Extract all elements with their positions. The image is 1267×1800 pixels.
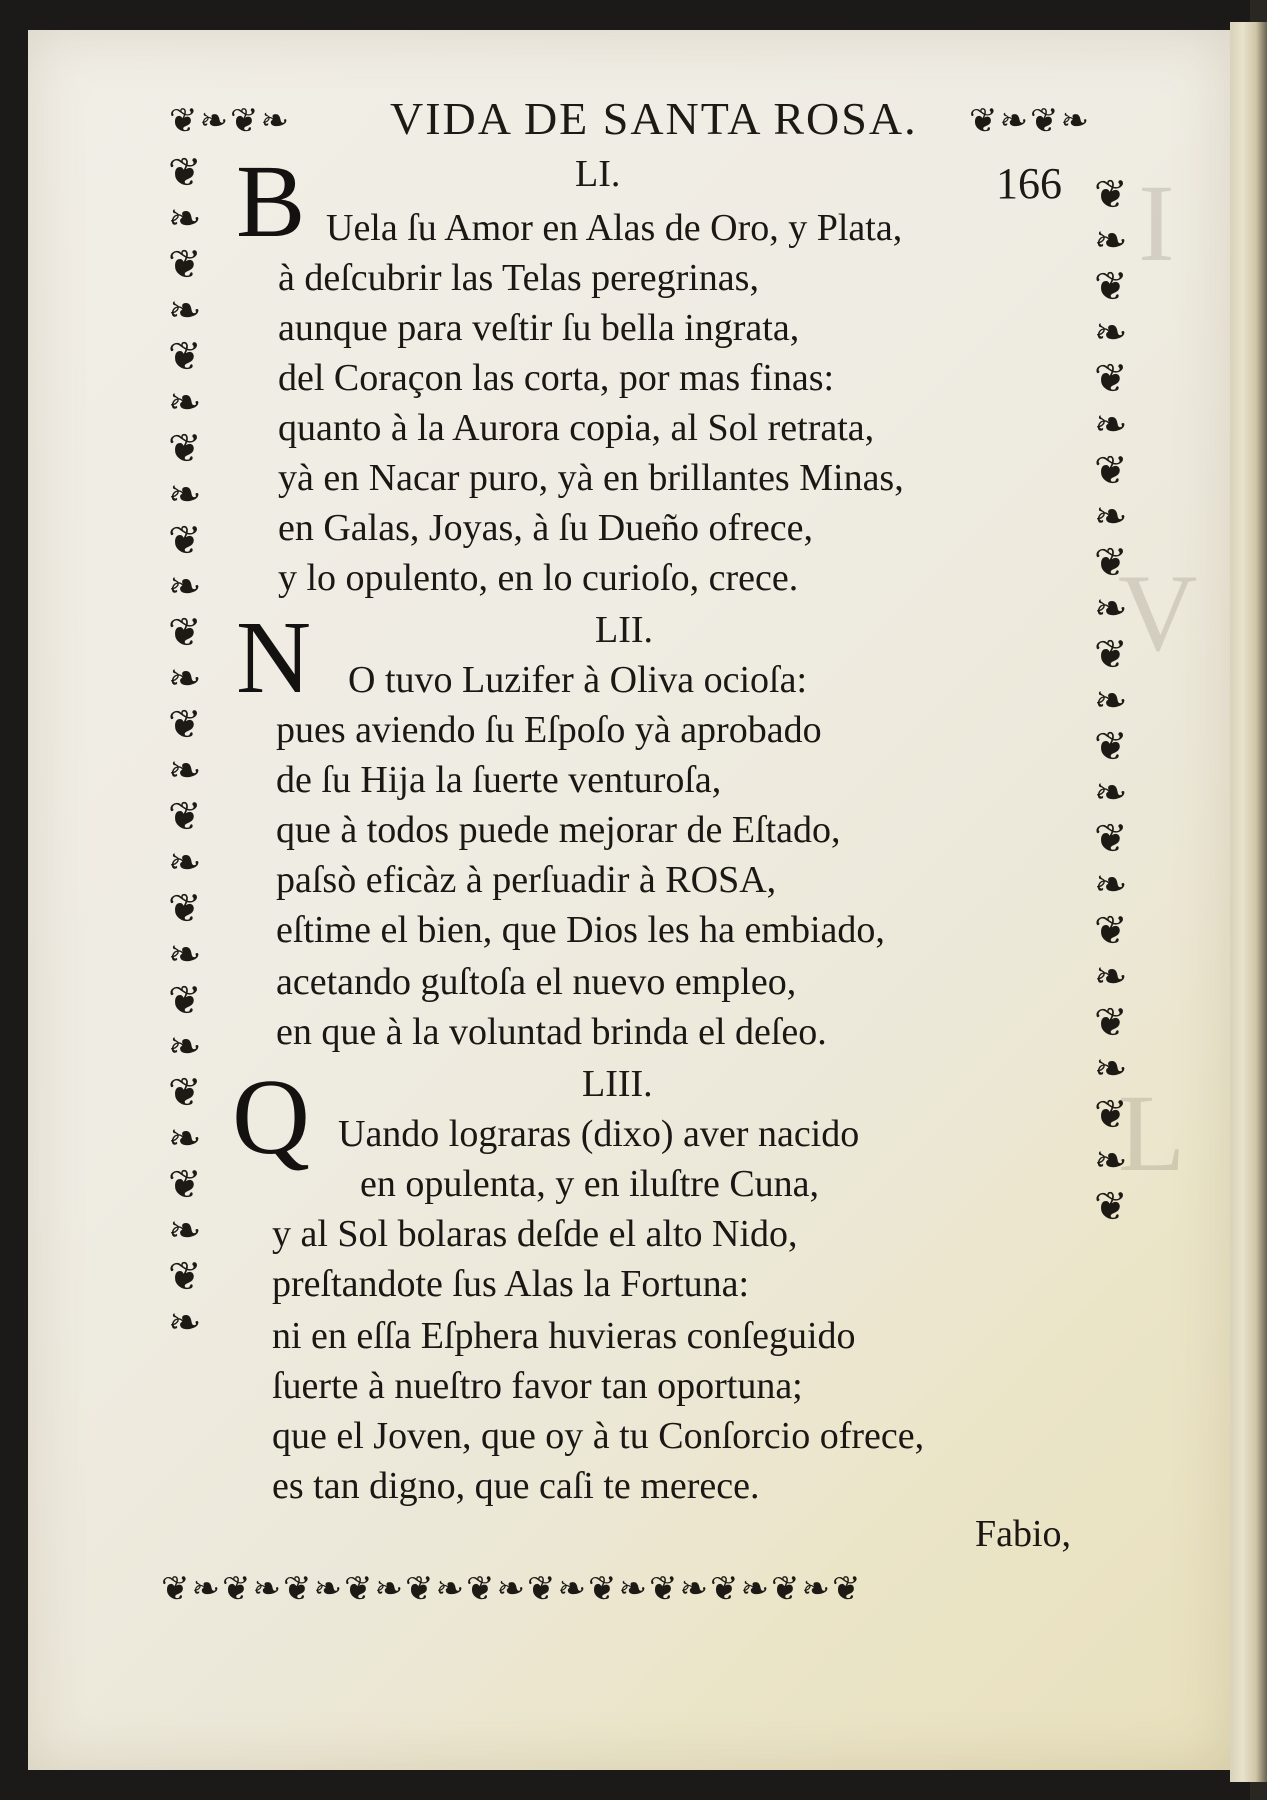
- show-through-letter: V: [1118, 552, 1198, 674]
- fleuron-icon: ❦: [168, 1070, 202, 1116]
- verse-line: del Coraçon las corta, por mas finas:: [278, 357, 835, 399]
- fleuron-icon: ❦: [344, 1569, 373, 1609]
- fleuron-icon: ❦: [168, 978, 202, 1024]
- fleuron-icon: ❧: [168, 840, 202, 886]
- verse-line: quanto à la Aurora copia, al Sol retrata,: [278, 407, 875, 449]
- verse-line: pues aviendo ſu Eſpoſo yà aprobado: [276, 709, 822, 751]
- drop-cap: N: [236, 600, 312, 715]
- verse-line: que el Joven, que oy à tu Conſorcio ofrece,: [272, 1415, 925, 1457]
- drop-cap: Q: [232, 1058, 310, 1177]
- fleuron-icon: ❦: [1094, 264, 1128, 310]
- fleuron-icon: ❧: [1060, 101, 1089, 141]
- right-ornament-column: [1094, 172, 1128, 1230]
- show-through-letter: L: [1118, 1072, 1186, 1194]
- fleuron-icon: ❦: [161, 1569, 190, 1609]
- verse-line: ſuerte à nueſtro favor tan oportuna;: [272, 1365, 803, 1407]
- fleuron-icon: ❧: [168, 380, 202, 426]
- fleuron-icon: ❦: [168, 242, 202, 288]
- fleuron-icon: ❧: [801, 1569, 830, 1609]
- fleuron-icon: ❦: [1094, 1092, 1128, 1138]
- fleuron-icon: ❧: [199, 101, 228, 141]
- fleuron-icon: ❦: [168, 702, 202, 748]
- fleuron-icon: ❧: [1094, 586, 1128, 632]
- fleuron-icon: ❧: [435, 1569, 464, 1609]
- fleuron-icon: ❦: [405, 1569, 434, 1609]
- fleuron-icon: ❧: [168, 656, 202, 702]
- verse-line: en Galas, Joyas, à ſu Dueño ofrece,: [278, 507, 813, 549]
- fleuron-icon: ❦: [588, 1569, 617, 1609]
- drop-cap: B: [236, 144, 306, 259]
- verse-line: en que à la voluntad brinda el deſeo.: [276, 1011, 827, 1053]
- verse-line: y lo opulento, en lo curioſo, crece.: [278, 557, 799, 599]
- fleuron-icon: ❧: [1094, 494, 1128, 540]
- fleuron-icon: ❦: [1094, 908, 1128, 954]
- fleuron-icon: ❧: [168, 932, 202, 978]
- verse-line: Uela ſu Amor en Alas de Oro, y Plata,: [326, 207, 903, 249]
- fleuron-icon: ❧: [1094, 310, 1128, 356]
- verse-line: à deſcubrir las Telas peregrinas,: [278, 257, 759, 299]
- fleuron-icon: ❦: [169, 101, 198, 141]
- left-ornament-column: [168, 150, 202, 1346]
- fleuron-icon: ❧: [313, 1569, 342, 1609]
- fleuron-icon: ❦: [168, 1162, 202, 1208]
- fleuron-icon: ❦: [527, 1569, 556, 1609]
- fleuron-icon: ❧: [1094, 402, 1128, 448]
- fleuron-icon: ❦: [1094, 632, 1128, 678]
- fleuron-icon: ❧: [168, 748, 202, 794]
- fleuron-icon: ❧: [168, 472, 202, 518]
- verse-line: aunque para veſtir ſu bella ingrata,: [278, 307, 800, 349]
- fleuron-icon: ❧: [168, 1024, 202, 1070]
- fleuron-icon: ❧: [168, 196, 202, 242]
- fleuron-icon: ❧: [168, 1300, 202, 1346]
- fleuron-icon: ❦: [168, 150, 202, 196]
- catchword: Fabio,: [975, 1513, 1072, 1555]
- fleuron-icon: ❦: [832, 1569, 861, 1609]
- fleuron-icon: ❦: [1094, 1184, 1128, 1230]
- verse-line: eſtime el bien, que Dios les ha embiado,: [276, 909, 885, 951]
- fleuron-icon: ❧: [557, 1569, 586, 1609]
- page-number: 166: [996, 159, 1062, 208]
- fleuron-icon: ❦: [771, 1569, 800, 1609]
- stanza-number: LII.: [595, 609, 654, 651]
- fleuron-icon: ❦: [168, 610, 202, 656]
- fleuron-icon: ❦: [222, 1569, 251, 1609]
- verse-line: es tan digno, que caſi te merece.: [272, 1465, 760, 1507]
- top-left-ornament-band: [168, 101, 290, 141]
- verse-line: yà en Nacar puro, yà en brillantes Minas,: [278, 457, 904, 499]
- fleuron-icon: ❧: [618, 1569, 647, 1609]
- verse-line: ni en eſſa Eſphera huvieras conſeguido: [272, 1315, 856, 1357]
- show-through-letter: I: [1138, 162, 1175, 284]
- fleuron-icon: ❦: [969, 101, 998, 141]
- verse-line: que à todos puede mejorar de Eſtado,: [276, 809, 841, 851]
- verse-line: preſtandote ſus Alas la Fortuna:: [272, 1263, 750, 1305]
- fleuron-icon: ❧: [1094, 862, 1128, 908]
- fleuron-icon: ❧: [1094, 678, 1128, 724]
- fleuron-icon: ❦: [1094, 356, 1128, 402]
- fleuron-icon: ❦: [1030, 101, 1059, 141]
- fleuron-icon: ❦: [168, 1254, 202, 1300]
- fleuron-icon: ❦: [1094, 816, 1128, 862]
- fleuron-icon: ❧: [168, 564, 202, 610]
- fleuron-icon: ❧: [999, 101, 1028, 141]
- stanza-number: LI.: [575, 153, 621, 195]
- fleuron-icon: ❦: [168, 334, 202, 380]
- fleuron-icon: ❧: [496, 1569, 525, 1609]
- fleuron-icon: ❧: [1094, 770, 1128, 816]
- verse-line: paſsò eficàz à perſuadir à ROSA,: [276, 859, 777, 901]
- running-head: VIDA DE SANTA ROSA.: [390, 93, 918, 144]
- fleuron-icon: ❦: [1094, 540, 1128, 586]
- fleuron-icon: ❦: [649, 1569, 678, 1609]
- fleuron-icon: ❧: [168, 288, 202, 334]
- fleuron-icon: ❧: [1094, 1046, 1128, 1092]
- verse-line: de ſu Hija la ſuerte venturoſa,: [276, 759, 722, 801]
- fleuron-icon: ❦: [168, 794, 202, 840]
- fleuron-icon: ❦: [1094, 724, 1128, 770]
- stanza-number: LIII.: [582, 1063, 653, 1105]
- facing-page-edge: [1230, 22, 1267, 1782]
- fleuron-icon: ❧: [1094, 954, 1128, 1000]
- fleuron-icon: ❧: [168, 1116, 202, 1162]
- fleuron-icon: ❦: [168, 426, 202, 472]
- fleuron-icon: ❧: [191, 1569, 220, 1609]
- fleuron-icon: ❧: [252, 1569, 281, 1609]
- fleuron-icon: ❧: [374, 1569, 403, 1609]
- top-right-ornament-band: [968, 101, 1090, 141]
- fleuron-icon: ❦: [230, 101, 259, 141]
- fleuron-icon: ❦: [710, 1569, 739, 1609]
- fleuron-icon: ❦: [1094, 1000, 1128, 1046]
- fleuron-icon: ❧: [1094, 1138, 1128, 1184]
- verse-line: y al Sol bolaras deſde el alto Nido,: [272, 1213, 798, 1255]
- fleuron-icon: ❦: [1094, 448, 1128, 494]
- verse-line: acetando guſtoſa el nuevo empleo,: [276, 961, 797, 1003]
- fleuron-icon: ❧: [679, 1569, 708, 1609]
- fleuron-icon: ❧: [260, 101, 289, 141]
- verse-line: Uando lograras (dixo) aver nacido: [338, 1113, 860, 1155]
- fleuron-icon: ❧: [1094, 218, 1128, 264]
- fleuron-icon: ❧: [168, 1208, 202, 1254]
- fleuron-icon: ❦: [168, 518, 202, 564]
- verse-line: O tuvo Luzifer à Oliva ocioſa:: [348, 659, 808, 701]
- fleuron-icon: ❦: [168, 886, 202, 932]
- fleuron-icon: ❦: [1094, 172, 1128, 218]
- fleuron-icon: ❦: [283, 1569, 312, 1609]
- verse-line: en opulenta, y en iluſtre Cuna,: [360, 1163, 820, 1205]
- bottom-ornament-band: [160, 1569, 862, 1609]
- fleuron-icon: ❧: [740, 1569, 769, 1609]
- fleuron-icon: ❦: [466, 1569, 495, 1609]
